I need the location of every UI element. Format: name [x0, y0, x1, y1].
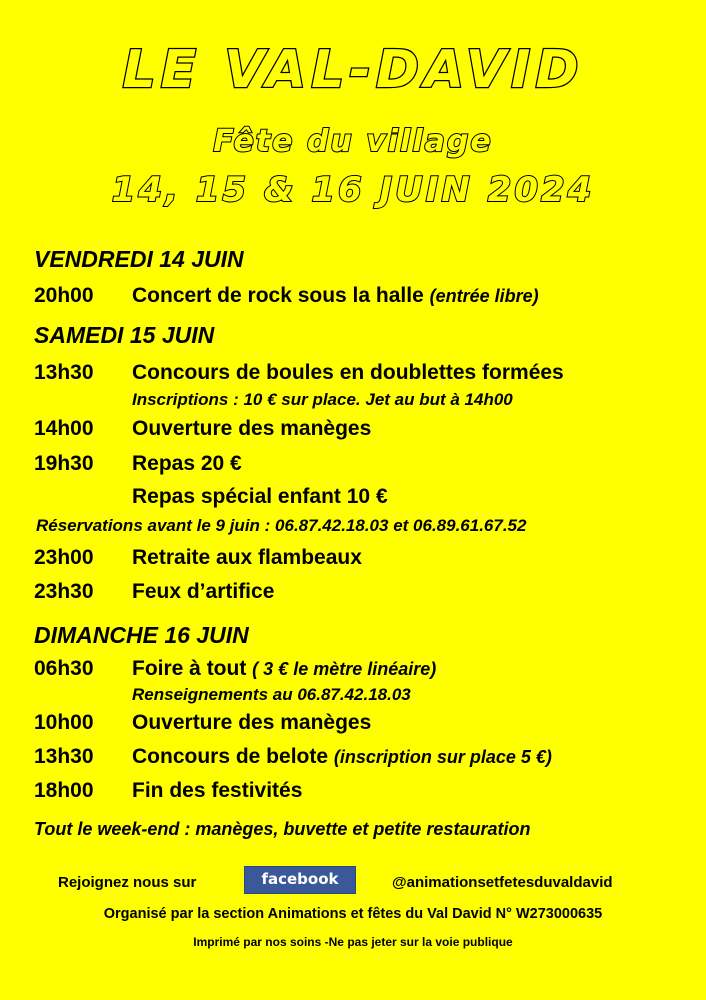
event-time: 14h00	[34, 417, 94, 440]
event-time: 10h00	[34, 711, 94, 734]
event-label: Foire à tout	[132, 657, 253, 680]
poster-dates: 14, 15 & 16 JUIN 2024	[111, 170, 595, 210]
event-time: 23h00	[34, 546, 94, 569]
event-time: 18h00	[34, 779, 94, 802]
event-time: 20h00	[34, 284, 94, 307]
event-note: (inscription sur place 5 €)	[333, 747, 552, 767]
event-row	[34, 657, 436, 681]
event-label: Concours de boules en doublettes formées	[132, 361, 564, 384]
event-row	[34, 580, 274, 604]
event-row	[34, 485, 388, 509]
event-label: Feux d’artifice	[132, 580, 275, 603]
join-text: Rejoignez nous sur	[58, 874, 197, 891]
event-row	[34, 779, 302, 803]
event-label: Repas 20 €	[132, 452, 242, 475]
day-heading-friday: VENDREDI 14 JUIN	[34, 246, 244, 272]
event-label: Retraite aux flambeaux	[132, 546, 362, 569]
event-row	[34, 711, 371, 735]
event-row	[34, 417, 371, 441]
event-row	[34, 284, 539, 308]
event-label: Concert de rock sous la halle	[132, 284, 430, 307]
poster-subtitle: Fête du village	[213, 124, 493, 159]
boules-registration-note: Inscriptions : 10 € sur place. Jet au but à 14h00	[132, 390, 513, 409]
event-row	[34, 452, 242, 476]
printed-notice: Imprimé par nos soins -Ne pas jeter sur la voie publique	[193, 935, 513, 949]
event-label: Ouverture des manèges	[132, 711, 372, 734]
event-time: 06h30	[34, 657, 94, 680]
facebook-handle: @animationsetfetesduvaldavid	[392, 874, 613, 891]
day-heading-saturday: SAMEDI 15 JUIN	[34, 322, 215, 348]
poster-title: LE VAL-DAVID	[122, 40, 584, 100]
event-time: 13h30	[34, 745, 94, 768]
weekend-note: Tout le week-end : manèges, buvette et petite restauration	[34, 819, 531, 839]
event-time: 19h30	[34, 452, 94, 475]
event-label: Fin des festivités	[132, 779, 303, 802]
social-row	[0, 866, 706, 896]
event-row	[34, 361, 564, 385]
event-note: ( 3 € le mètre linéaire)	[252, 659, 437, 679]
event-label: Repas spécial enfant 10 €	[132, 485, 388, 508]
event-time: 13h30	[34, 361, 94, 384]
event-label: Concours de belote	[132, 745, 334, 768]
event-time: 23h30	[34, 580, 94, 603]
event-row	[34, 745, 552, 769]
event-row	[34, 546, 362, 570]
foire-info-note: Renseignements au 06.87.42.18.03	[132, 685, 411, 704]
reservation-note: Réservations avant le 9 juin : 06.87.42.18.03 et 06.89.61.67.52	[36, 516, 527, 535]
event-note: (entrée libre)	[429, 286, 539, 306]
facebook-logo-button[interactable]: facebook	[244, 866, 356, 894]
organizer-line: Organisé par la section Animations et fêtes du Val David N° W273000635	[103, 906, 603, 922]
day-heading-sunday: DIMANCHE 16 JUIN	[34, 622, 249, 648]
event-label: Ouverture des manèges	[132, 417, 372, 440]
